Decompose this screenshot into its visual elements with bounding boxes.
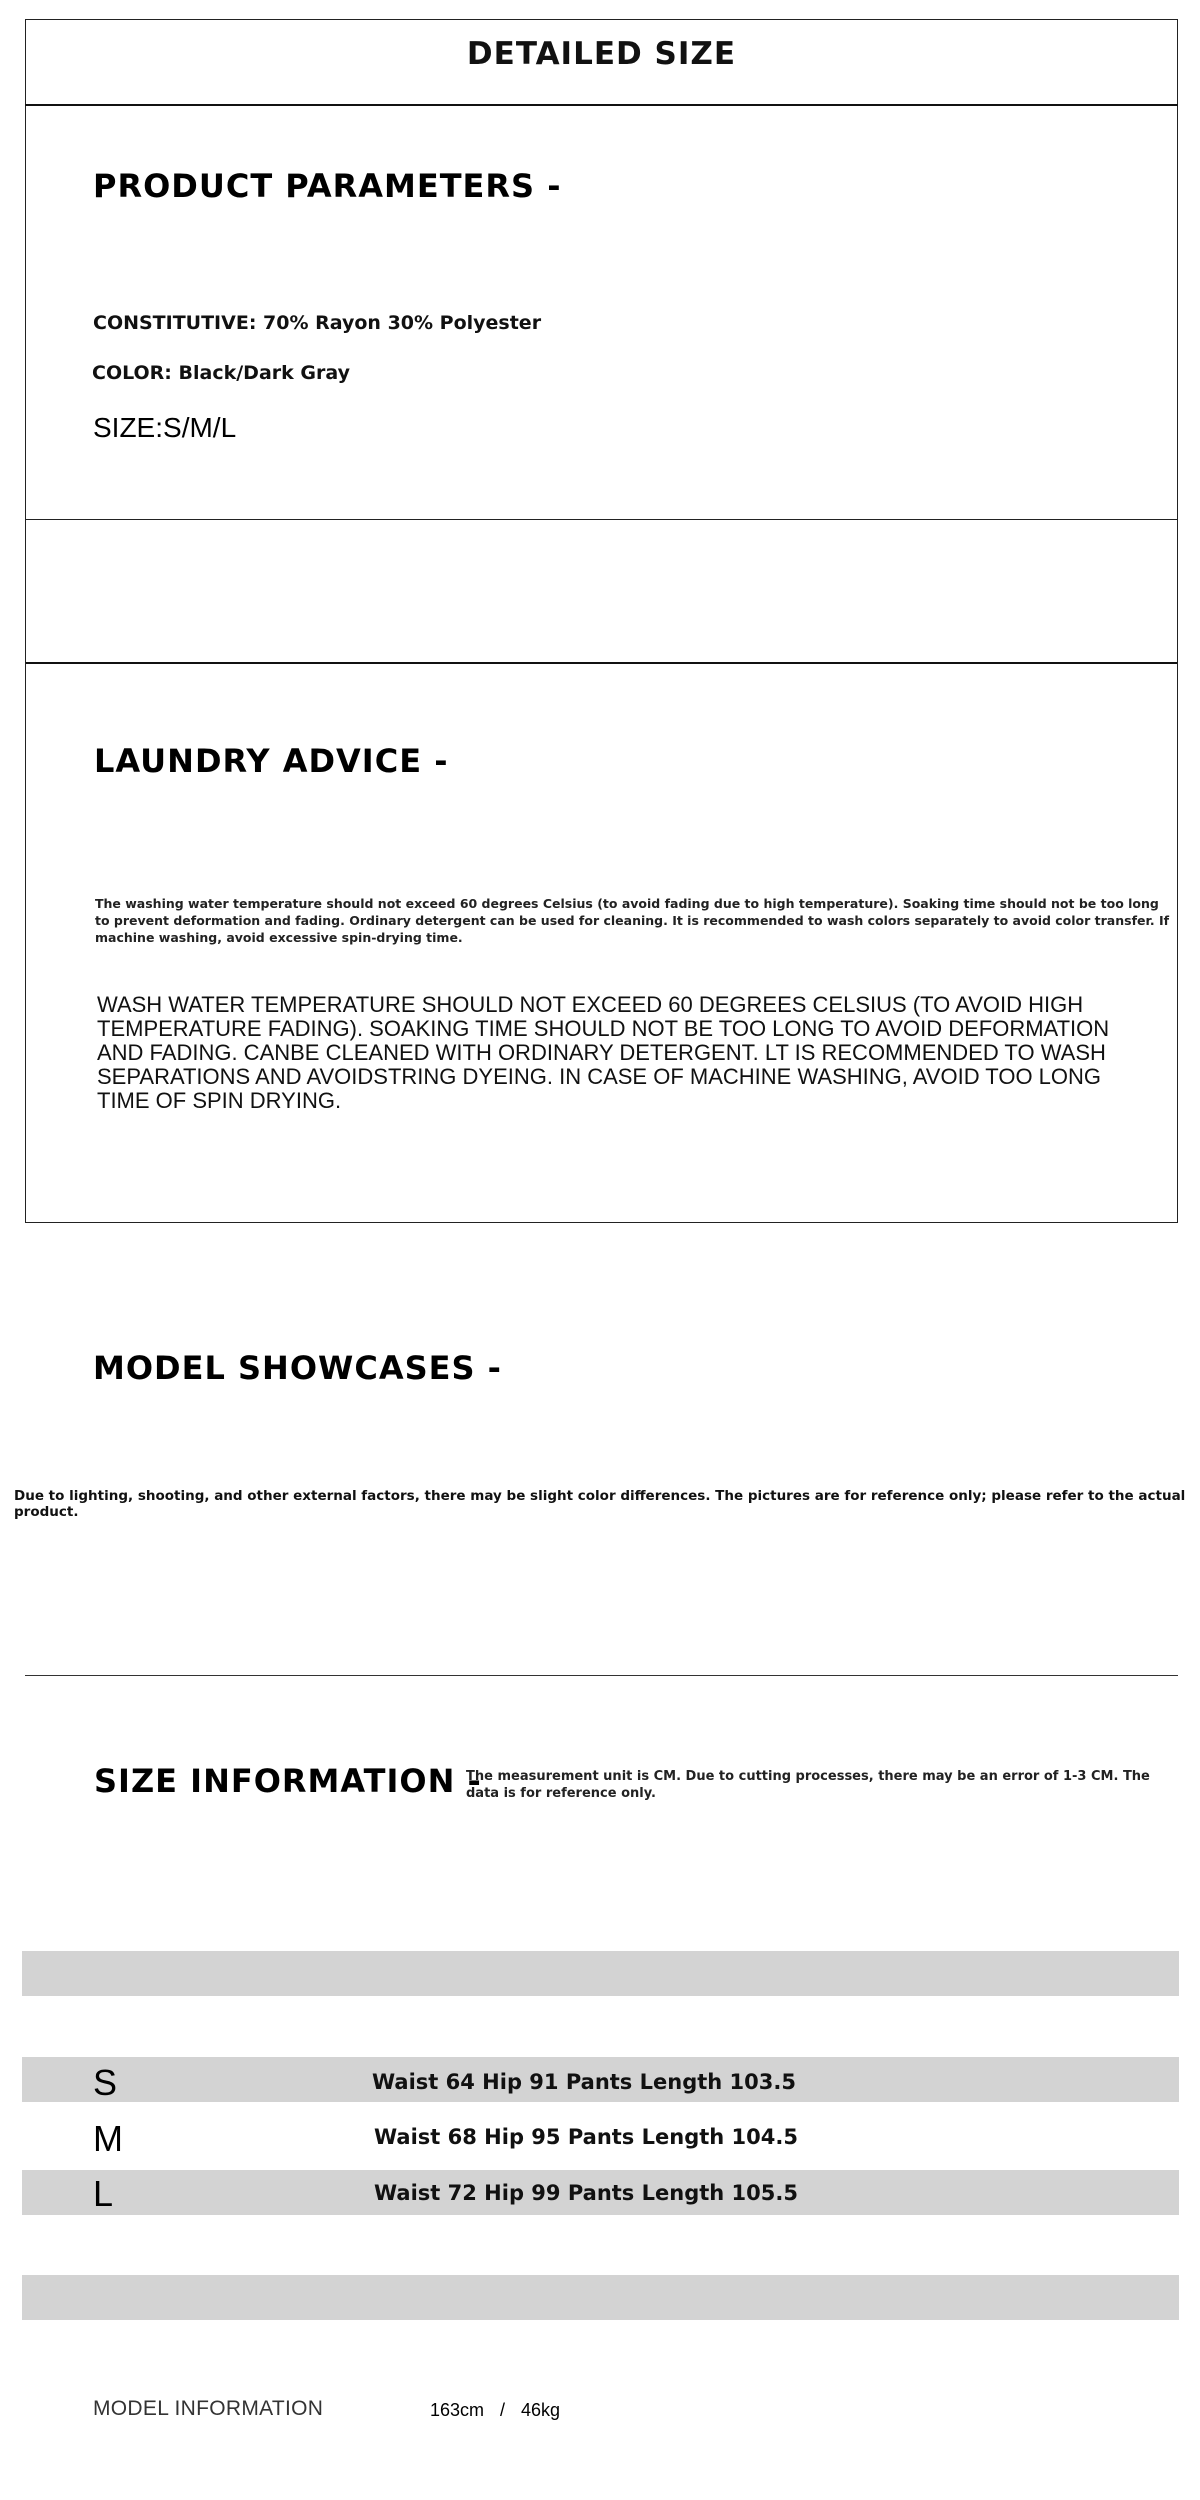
table-band-top [22,1951,1179,1996]
laundry-advice-text: The washing water temperature should not exceed 60 degrees Celsius (to avoid fading due to high temperature). Soaking time should not be too long to prevent deformation and fading. Ordinary detergent can be used for cleaning. It is recommended to wash colors separately to avoid color transfer. If machine washing, avoid excessive spin-drying time. [95,896,1170,945]
param-size: SIZE:S/M/L [93,412,237,443]
blank-box [25,519,1178,664]
detailed-size-title: DETAILED SIZE [466,36,737,72]
size-spec-m: Waist 68 Hip 95 Pants Length 104.5 [374,2125,798,2149]
detailed-size-box [25,19,1178,520]
size-label-m: M [93,2118,123,2159]
measurement-note: The measurement unit is CM. Due to cutting processes, there may be an error of 1-3 CM. The data is for reference only. [466,1769,1150,1801]
color-difference-note: Due to lighting, shooting, and other external factors, there may be slight color differences. The pictures are for reference only; please refer to the actual product. [14,1488,1186,1520]
title-divider [25,104,1178,106]
model-information-label: MODEL INFORMATION [93,2397,324,2420]
size-spec-s: Waist 64 Hip 91 Pants Length 103.5 [372,2070,796,2094]
section-divider [25,1675,1178,1676]
param-color: COLOR: Black/Dark Gray [92,362,350,384]
param-constitutive: CONSTITUTIVE: 70% Rayon 30% Polyester [93,312,542,334]
laundry-advice-heading: LAUNDRY ADVICE - [94,742,449,780]
model-information-value: 163cm / 46kg [430,2400,561,2420]
size-information-heading: SIZE INFORMATION - [94,1762,482,1800]
size-label-s: S [93,2062,118,2103]
product-parameters-heading: PRODUCT PARAMETERS - [93,167,562,205]
model-showcases-heading: MODEL SHOWCASES - [93,1349,502,1387]
size-label-l: L [93,2173,114,2214]
laundry-advice-text-caps: WASH WATER TEMPERATURE SHOULD NOT EXCEED 60 DEGREES CELSIUS (TO AVOID HIGH TEMPERATURE FADING). SOAKING TIME SHOULD NOT BE TOO LONG TO AVOID DEFORMATION AND FADING. CANBE CLEANED WITH ORDINARY DETERGENT. LT IS RECOMMENDED TO WASH SEPARATIONS AND AVOIDSTRING DYEING. IN CASE OF MACHINE WASHING, AVOID TOO LONG TIME OF SPIN DRYING. [97,992,1110,1113]
size-spec-l: Waist 72 Hip 99 Pants Length 105.5 [374,2181,798,2205]
table-band-bottom [22,2275,1179,2320]
